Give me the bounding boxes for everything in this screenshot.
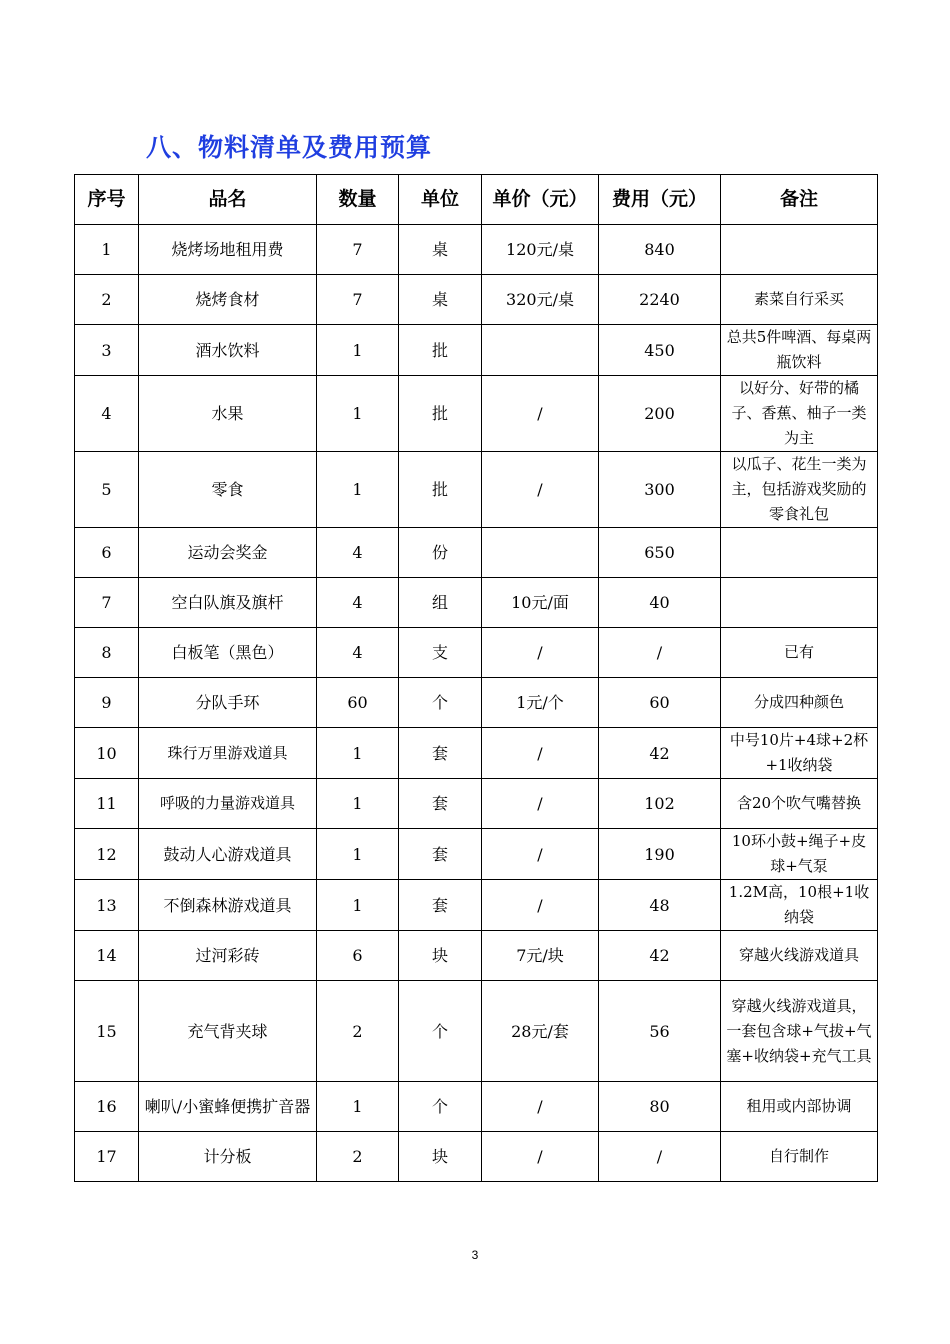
cell-cost: 450 [599, 325, 721, 376]
cell-item-name: 计分板 [139, 1132, 317, 1182]
table-row [75, 829, 878, 880]
table-row [75, 578, 878, 628]
cell-unit-price: / [482, 452, 599, 528]
cell-remarks: 以好分、好带的橘子、香蕉、柚子一类为主 [721, 376, 878, 452]
cell-unit: 套 [399, 880, 482, 931]
cell-index: 13 [75, 880, 139, 931]
cell-unit: 桌 [399, 275, 482, 325]
cell-index: 7 [75, 578, 139, 628]
cell-index: 2 [75, 275, 139, 325]
cell-unit-price: 320元/桌 [482, 275, 599, 325]
cell-index: 5 [75, 452, 139, 528]
table-row [75, 528, 878, 578]
cell-quantity: 4 [317, 628, 399, 678]
cell-cost: / [599, 628, 721, 678]
cell-unit-price: / [482, 829, 599, 880]
table-row [75, 325, 878, 376]
header-cost: 费用（元） [599, 175, 721, 225]
cell-cost: 200 [599, 376, 721, 452]
cell-cost: 102 [599, 779, 721, 829]
cell-remarks [721, 225, 878, 275]
cell-unit-price: / [482, 880, 599, 931]
table-row [75, 779, 878, 829]
cell-unit: 桌 [399, 225, 482, 275]
cell-item-name: 空白队旗及旗杆 [139, 578, 317, 628]
cell-unit: 个 [399, 981, 482, 1082]
cell-remarks [721, 528, 878, 578]
cell-quantity: 2 [317, 981, 399, 1082]
cell-unit-price: / [482, 1132, 599, 1182]
cell-cost: 2240 [599, 275, 721, 325]
table-row [75, 376, 878, 452]
cell-unit-price: 10元/面 [482, 578, 599, 628]
cell-unit-price: / [482, 1082, 599, 1132]
table-row [75, 628, 878, 678]
cell-unit-price [482, 325, 599, 376]
cell-remarks: 10环小鼓+绳子+皮球+气泵 [721, 829, 878, 880]
cell-index: 3 [75, 325, 139, 376]
cell-unit: 块 [399, 1132, 482, 1182]
cell-remarks: 自行制作 [721, 1132, 878, 1182]
cell-quantity: 1 [317, 829, 399, 880]
budget-table [74, 174, 878, 1182]
cell-quantity: 7 [317, 275, 399, 325]
cell-item-name: 充气背夹球 [139, 981, 317, 1082]
table-row [75, 275, 878, 325]
table-header-row [75, 175, 878, 225]
cell-index: 12 [75, 829, 139, 880]
cell-quantity: 1 [317, 779, 399, 829]
cell-quantity: 1 [317, 1082, 399, 1132]
cell-quantity: 6 [317, 931, 399, 981]
table-row [75, 880, 878, 931]
cell-item-name: 珠行万里游戏道具 [139, 728, 317, 779]
cell-index: 16 [75, 1082, 139, 1132]
cell-unit: 批 [399, 325, 482, 376]
cell-item-name: 烧烤食材 [139, 275, 317, 325]
cell-remarks: 中号10片+4球+2杯+1收纳袋 [721, 728, 878, 779]
cell-item-name: 分队手环 [139, 678, 317, 728]
cell-remarks: 租用或内部协调 [721, 1082, 878, 1132]
cell-cost: 300 [599, 452, 721, 528]
header-unit-price: 单价（元） [482, 175, 599, 225]
cell-index: 17 [75, 1132, 139, 1182]
cell-cost: 60 [599, 678, 721, 728]
cell-unit: 块 [399, 931, 482, 981]
cell-cost: 48 [599, 880, 721, 931]
cell-quantity: 1 [317, 376, 399, 452]
cell-index: 4 [75, 376, 139, 452]
cell-index: 9 [75, 678, 139, 728]
cell-item-name: 酒水饮料 [139, 325, 317, 376]
cell-item-name: 不倒森林游戏道具 [139, 880, 317, 931]
cell-item-name: 喇叭/小蜜蜂便携扩音器 [139, 1082, 317, 1132]
table-row [75, 452, 878, 528]
cell-unit: 批 [399, 376, 482, 452]
cell-unit-price: 28元/套 [482, 981, 599, 1082]
cell-unit: 套 [399, 779, 482, 829]
table-row [75, 1132, 878, 1182]
cell-item-name: 运动会奖金 [139, 528, 317, 578]
cell-unit: 支 [399, 628, 482, 678]
cell-quantity: 7 [317, 225, 399, 275]
cell-cost: 190 [599, 829, 721, 880]
cell-item-name: 呼吸的力量游戏道具 [139, 779, 317, 829]
page-number: 3 [471, 1248, 479, 1262]
cell-unit: 份 [399, 528, 482, 578]
cell-item-name: 水果 [139, 376, 317, 452]
cell-quantity: 1 [317, 452, 399, 528]
cell-unit-price: 7元/块 [482, 931, 599, 981]
cell-unit-price: 120元/桌 [482, 225, 599, 275]
cell-quantity: 4 [317, 528, 399, 578]
cell-quantity: 60 [317, 678, 399, 728]
cell-quantity: 1 [317, 880, 399, 931]
cell-cost: 650 [599, 528, 721, 578]
cell-unit: 批 [399, 452, 482, 528]
cell-item-name: 零食 [139, 452, 317, 528]
cell-cost: 840 [599, 225, 721, 275]
cell-index: 11 [75, 779, 139, 829]
header-unit: 单位 [399, 175, 482, 225]
header-quantity: 数量 [317, 175, 399, 225]
header-remarks: 备注 [721, 175, 878, 225]
table-row [75, 225, 878, 275]
cell-unit: 个 [399, 678, 482, 728]
cell-index: 15 [75, 981, 139, 1082]
cell-cost: 40 [599, 578, 721, 628]
cell-quantity: 1 [317, 325, 399, 376]
header-index: 序号 [75, 175, 139, 225]
cell-item-name: 烧烤场地租用费 [139, 225, 317, 275]
cell-unit-price: 1元/个 [482, 678, 599, 728]
cell-cost: 42 [599, 931, 721, 981]
cell-unit: 组 [399, 578, 482, 628]
cell-index: 8 [75, 628, 139, 678]
cell-quantity: 2 [317, 1132, 399, 1182]
cell-index: 10 [75, 728, 139, 779]
cell-remarks: 以瓜子、花生一类为主，包括游戏奖励的零食礼包 [721, 452, 878, 528]
cell-index: 6 [75, 528, 139, 578]
cell-unit-price [482, 528, 599, 578]
cell-quantity: 1 [317, 728, 399, 779]
cell-cost: / [599, 1132, 721, 1182]
table-row [75, 1082, 878, 1132]
table-row [75, 931, 878, 981]
section-title: 八、物料清单及费用预算 [146, 133, 433, 162]
cell-remarks: 含20个吹气嘴替换 [721, 779, 878, 829]
cell-remarks: 总共5件啤酒、每桌两瓶饮料 [721, 325, 878, 376]
table-row [75, 728, 878, 779]
table-row [75, 981, 878, 1082]
cell-item-name: 鼓动人心游戏道具 [139, 829, 317, 880]
cell-unit: 个 [399, 1082, 482, 1132]
cell-remarks: 分成四种颜色 [721, 678, 878, 728]
cell-quantity: 4 [317, 578, 399, 628]
cell-unit-price: / [482, 728, 599, 779]
cell-cost: 42 [599, 728, 721, 779]
cell-unit-price: / [482, 779, 599, 829]
header-item-name: 品名 [139, 175, 317, 225]
cell-unit: 套 [399, 829, 482, 880]
cell-unit-price: / [482, 628, 599, 678]
cell-remarks: 穿越火线游戏道具 [721, 931, 878, 981]
cell-index: 1 [75, 225, 139, 275]
cell-unit-price: / [482, 376, 599, 452]
cell-item-name: 过河彩砖 [139, 931, 317, 981]
table-row [75, 678, 878, 728]
cell-remarks: 穿越火线游戏道具，一套包含球+气拔+气塞+收纳袋+充气工具 [721, 981, 878, 1082]
cell-unit: 套 [399, 728, 482, 779]
cell-remarks [721, 578, 878, 628]
cell-remarks: 已有 [721, 628, 878, 678]
cell-cost: 80 [599, 1082, 721, 1132]
cell-item-name: 白板笔（黑色） [139, 628, 317, 678]
cell-remarks: 1.2M高，10根+1收纳袋 [721, 880, 878, 931]
cell-index: 14 [75, 931, 139, 981]
cell-cost: 56 [599, 981, 721, 1082]
cell-remarks: 素菜自行采买 [721, 275, 878, 325]
